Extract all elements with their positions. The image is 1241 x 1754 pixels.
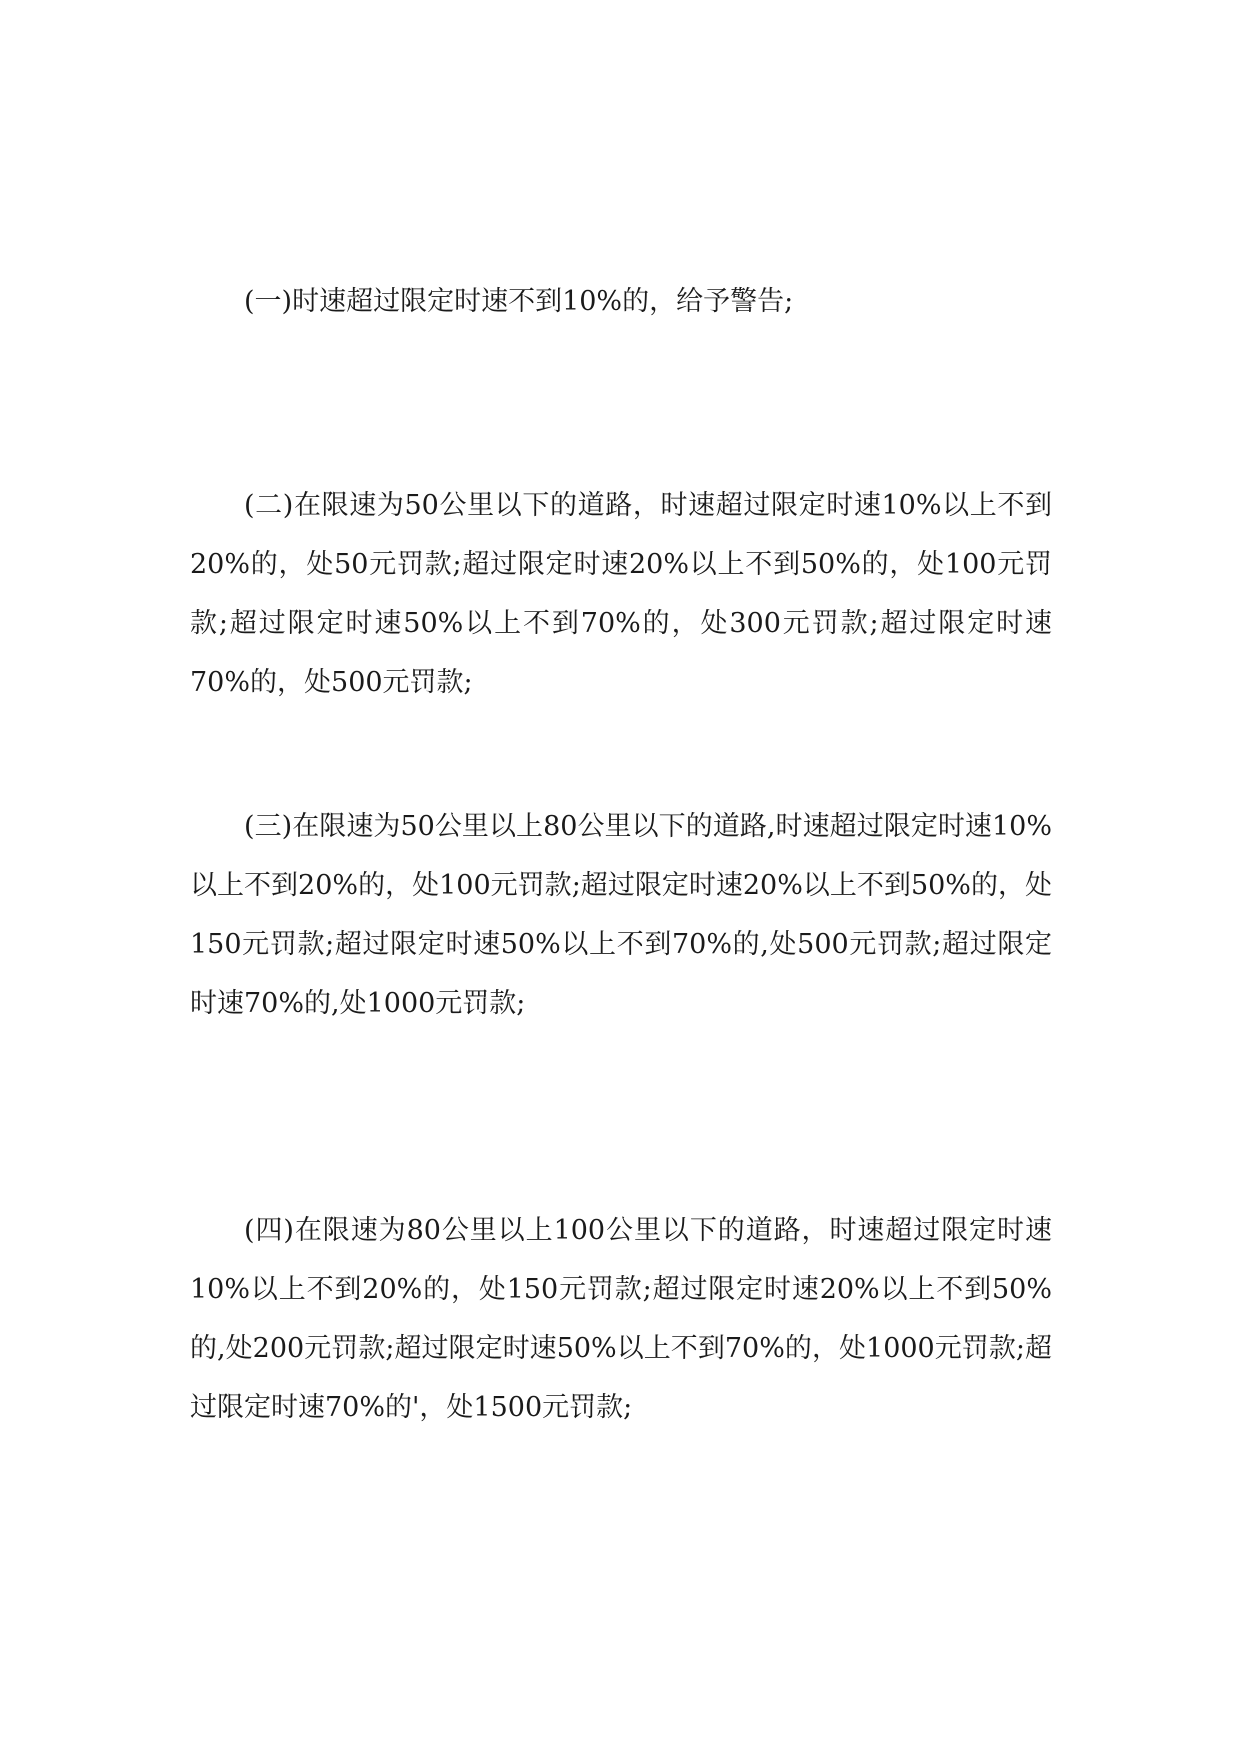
paragraph-4: (四)在限速为80公里以上100公里以下的道路，时速超过限定时速10%以上不到20%的，处150元罚款;超过限定时速20%以上不到50%的,处200元罚款;超过限定时速50%以上不到70%的，处1000元罚款;超过限定时速70%的'，处1500元罚款; xyxy=(190,1215,1052,1423)
paragraph-2: (二)在限速为50公里以下的道路，时速超过限定时速10%以上不到20%的，处50元罚款;超过限定时速20%以上不到50%的，处100元罚款;超过限定时速50%以上不到70%的，处300元罚款;超过限定时速70%的，处500元罚款; xyxy=(190,490,1052,698)
paragraph-3: (三)在限速为50公里以上80公里以下的道路,时速超过限定时速10%以上不到20%的，处100元罚款;超过限定时速20%以上不到50%的，处150元罚款;超过限定时速50%以上不到70%的,处500元罚款;超过限定时速70%的,处1000元罚款; xyxy=(190,811,1052,1019)
paragraph-1: (一)时速超过限定时速不到10%的，给予警告; xyxy=(244,286,794,317)
